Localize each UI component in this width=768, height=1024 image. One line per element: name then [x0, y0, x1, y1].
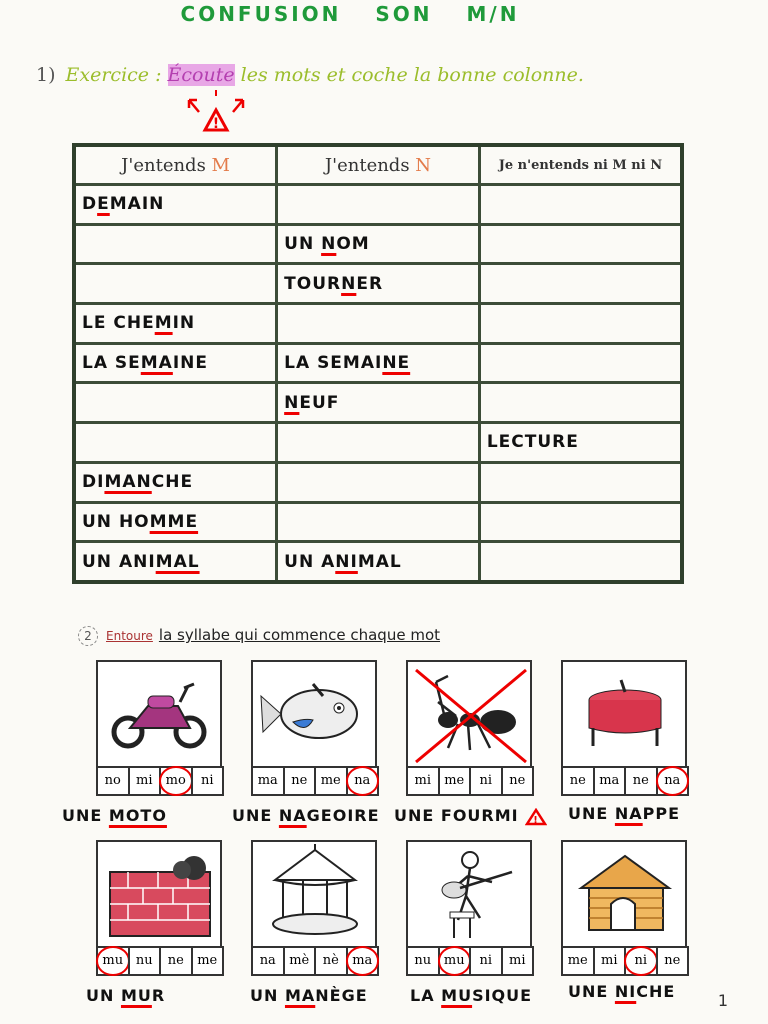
syllable-option[interactable]: nu: [406, 946, 440, 976]
syllable-option[interactable]: ne: [283, 766, 317, 796]
carousel-icon: [253, 842, 375, 946]
syllable-option[interactable]: ne: [159, 946, 193, 976]
table-cell-col3[interactable]: [479, 542, 682, 582]
picture-card-manege: [251, 840, 377, 980]
label-text: PPE: [642, 804, 681, 823]
label-text: UNE FOURMI: [394, 806, 526, 825]
picture-card-nageoire: [251, 660, 377, 800]
table-cell-col2[interactable]: [277, 462, 480, 502]
table-row: [74, 462, 682, 502]
syllable-option[interactable]: no: [96, 766, 130, 796]
underlined-letters: N: [341, 273, 357, 294]
warning-icon: [525, 808, 547, 826]
syllable-option[interactable]: ne: [501, 766, 535, 796]
exercise1-number: 1): [36, 64, 56, 86]
label-text: UNE: [232, 806, 279, 825]
word-part: ER: [356, 273, 384, 294]
word-part: INE: [172, 353, 209, 374]
picture-card-fourmi: [406, 660, 532, 800]
exercise1-instruction: [36, 64, 584, 86]
word-part: UN: [284, 234, 322, 255]
table-row: [74, 423, 682, 463]
syllable-choices: [251, 946, 377, 976]
guitar-player-icon: [408, 842, 530, 946]
picture-frame: [406, 840, 532, 948]
table-cell-col1[interactable]: [74, 542, 277, 582]
table-cell-col2[interactable]: [277, 383, 480, 423]
word-part: LE CHE: [82, 313, 155, 334]
syllable-option[interactable]: mi: [501, 946, 535, 976]
syllable-option[interactable]: mi: [593, 946, 627, 976]
word-part: DI: [82, 472, 105, 493]
label-text: GEOIRE: [306, 806, 380, 825]
exercise2-instruction: [78, 626, 440, 646]
syllable-choices: [251, 766, 377, 796]
syllable-option[interactable]: ne: [561, 766, 595, 796]
table-cell-col2[interactable]: [277, 502, 480, 542]
table-cell-col2[interactable]: [277, 224, 480, 264]
table-row: [74, 343, 682, 383]
table-row: [74, 185, 682, 225]
word-part: LECTURE: [486, 432, 579, 453]
title-word-3: M/N: [466, 2, 520, 26]
label-underlined: MA: [284, 986, 316, 1005]
classification-table: [72, 143, 684, 584]
table-cell-col1[interactable]: [74, 502, 277, 542]
svg-text:!: !: [533, 814, 539, 826]
syllable-option[interactable]: mi: [406, 766, 440, 796]
underlined-letters: NE: [382, 353, 411, 374]
picture-frame: [251, 840, 377, 948]
header-m: [74, 145, 277, 185]
motorcycle-icon: [98, 662, 220, 766]
syllable-option[interactable]: ni: [469, 766, 503, 796]
table-cell-col1[interactable]: [74, 383, 277, 423]
picture-frame: [96, 840, 222, 948]
word-part: CHE: [151, 472, 194, 493]
table-cell-col3[interactable]: [479, 423, 682, 463]
label-underlined: MU: [441, 986, 473, 1005]
table-cell-col3[interactable]: [479, 462, 682, 502]
underlined-letters: MME: [149, 511, 199, 532]
ant-icon: [408, 662, 530, 766]
table-cell-col3[interactable]: [479, 502, 682, 542]
table-cell-col1[interactable]: [74, 264, 277, 304]
picture-frame: [561, 840, 687, 948]
syllable-choices: [406, 766, 532, 796]
table-cell-col3[interactable]: [479, 304, 682, 344]
header-n: [277, 145, 480, 185]
word-part: IN: [172, 313, 196, 334]
syllable-option[interactable]: ma: [346, 946, 380, 976]
word-part: LA SEMAI: [284, 353, 383, 374]
table-cell-col2[interactable]: [277, 343, 480, 383]
table-cell-col1[interactable]: [74, 304, 277, 344]
label-text: UN: [86, 986, 121, 1005]
underlined-letters: NI: [335, 551, 358, 572]
syllable-option[interactable]: mu: [438, 946, 472, 976]
header-none-text: Je n'entends ni M ni N: [498, 157, 663, 173]
table-cell-col3[interactable]: [479, 343, 682, 383]
picture-card-mur: [96, 840, 222, 980]
syllable-option[interactable]: na: [346, 766, 380, 796]
table-row: [74, 502, 682, 542]
syllable-choices: [561, 946, 687, 976]
label-text: UNE: [568, 982, 615, 1001]
page-number: 1: [717, 991, 728, 1010]
word-label-musique: [410, 986, 532, 1005]
word-label-moto: [62, 806, 167, 825]
table-cell-col1[interactable]: [74, 423, 277, 463]
header-none: [479, 145, 682, 185]
word-part: UN A: [284, 551, 336, 572]
table-cell-col2[interactable]: [277, 185, 480, 225]
table-icon: [563, 662, 685, 766]
syllable-option[interactable]: ni: [624, 946, 658, 976]
exercise1-rest: les mots et coche la bonne colonne.: [234, 64, 584, 86]
label-underlined: NA: [278, 806, 307, 825]
syllable-option[interactable]: nu: [128, 946, 162, 976]
label-underlined: MU: [120, 986, 152, 1005]
syllable-option[interactable]: ne: [656, 946, 690, 976]
table-cell-col3[interactable]: [479, 264, 682, 304]
word-part: MAL: [357, 551, 402, 572]
picture-card-niche: [561, 840, 687, 980]
word-label-niche: [568, 982, 675, 1001]
syllable-option[interactable]: ne: [624, 766, 658, 796]
header-n-text: J'entends: [324, 154, 416, 176]
word-label-manege: [250, 986, 368, 1005]
label-text: UNE: [62, 806, 109, 825]
table-cell-col1[interactable]: [74, 462, 277, 502]
word-part: OM: [336, 234, 370, 255]
label-text: UNE: [568, 804, 615, 823]
table-row: [74, 542, 682, 582]
table-cell-col1[interactable]: [74, 343, 277, 383]
label-text: R: [151, 986, 166, 1005]
title-word-2: SON: [375, 2, 433, 26]
exercise2-keyword: Entoure: [106, 629, 153, 643]
exercise1-prefix: Exercice :: [65, 64, 168, 86]
table-cell-col3[interactable]: [479, 383, 682, 423]
syllable-option[interactable]: me: [561, 946, 595, 976]
picture-frame: [406, 660, 532, 768]
label-underlined: MOTO: [108, 806, 167, 825]
underlined-letters: MAL: [155, 551, 200, 572]
underlined-letters: MAN: [104, 472, 152, 493]
syllable-option[interactable]: mi: [128, 766, 162, 796]
header-m-text: J'entends: [121, 154, 212, 176]
fish-icon: [253, 662, 375, 766]
table-row: [74, 264, 682, 304]
label-underlined: NI: [614, 982, 637, 1001]
label-text: CHE: [636, 982, 676, 1001]
table-row: [74, 224, 682, 264]
syllable-option[interactable]: me: [438, 766, 472, 796]
word-part: EUF: [299, 392, 340, 413]
table-cell-col1[interactable]: [74, 185, 277, 225]
underlined-letters: MA: [140, 353, 173, 374]
title-word-1: CONFUSION: [180, 2, 342, 26]
picture-frame: [96, 660, 222, 768]
syllable-option[interactable]: mu: [96, 946, 130, 976]
word-label-nappe: [568, 804, 680, 823]
syllable-option[interactable]: na: [656, 766, 690, 796]
word-part: LA SE: [82, 353, 141, 374]
syllable-choices: [406, 946, 532, 976]
word-part: UN HO: [82, 511, 150, 532]
picture-card-nappe: [561, 660, 687, 800]
label-underlined: NA: [614, 804, 643, 823]
picture-frame: [561, 660, 687, 768]
word-label-fourmi: [394, 806, 547, 826]
header-m-letter: M: [211, 154, 230, 176]
table-row: [74, 304, 682, 344]
underlined-letters: N: [321, 234, 337, 255]
underlined-letters: M: [154, 313, 173, 334]
syllable-choices: [96, 766, 222, 796]
syllable-option[interactable]: mo: [159, 766, 193, 796]
label-text: SIQUE: [472, 986, 533, 1005]
table-cell-col3[interactable]: [479, 185, 682, 225]
exercise2-number: 2: [78, 626, 98, 646]
word-label-nageoire: [232, 806, 380, 825]
syllable-option[interactable]: nè: [314, 946, 348, 976]
syllable-option[interactable]: ni: [191, 766, 225, 796]
header-n-letter: N: [415, 154, 432, 176]
warning-icon: [185, 90, 247, 134]
svg-text:!: !: [212, 116, 220, 132]
syllable-option[interactable]: mè: [283, 946, 317, 976]
label-text: LA: [410, 986, 442, 1005]
syllable-option[interactable]: ni: [469, 946, 503, 976]
syllable-choices: [96, 946, 222, 976]
page-title: [0, 2, 700, 26]
label-text: UN: [250, 986, 285, 1005]
exercise2-text: la syllabe qui commence chaque mot: [158, 626, 441, 644]
syllable-option[interactable]: me: [314, 766, 348, 796]
doghouse-icon: [563, 842, 685, 946]
table-header-row: [74, 145, 682, 185]
picture-card-moto: [96, 660, 222, 800]
picture-card-musique: [406, 840, 532, 980]
underlined-letters: N: [284, 392, 300, 413]
syllable-option[interactable]: na: [251, 946, 285, 976]
syllable-option[interactable]: ma: [593, 766, 627, 796]
table-cell-col1[interactable]: [74, 224, 277, 264]
syllable-option[interactable]: ma: [251, 766, 285, 796]
table-row: [74, 383, 682, 423]
table-cell-col3[interactable]: [479, 224, 682, 264]
syllable-choices: [561, 766, 687, 796]
exercise1-highlight: Écoute: [167, 64, 235, 86]
table-cell-col2[interactable]: [277, 542, 480, 582]
table-cell-col2[interactable]: [277, 423, 480, 463]
label-text: NÈGE: [315, 986, 368, 1005]
word-part: D: [82, 194, 98, 215]
word-part: UN ANI: [82, 551, 156, 572]
picture-frame: [251, 660, 377, 768]
table-cell-col2[interactable]: [277, 264, 480, 304]
word-label-mur: [86, 986, 165, 1005]
word-part: TOUR: [284, 273, 342, 294]
syllable-option[interactable]: me: [191, 946, 225, 976]
table-cell-col2[interactable]: [277, 304, 480, 344]
word-part: MAIN: [109, 194, 165, 215]
wall-icon: [98, 842, 220, 946]
underlined-letters: E: [97, 194, 110, 215]
